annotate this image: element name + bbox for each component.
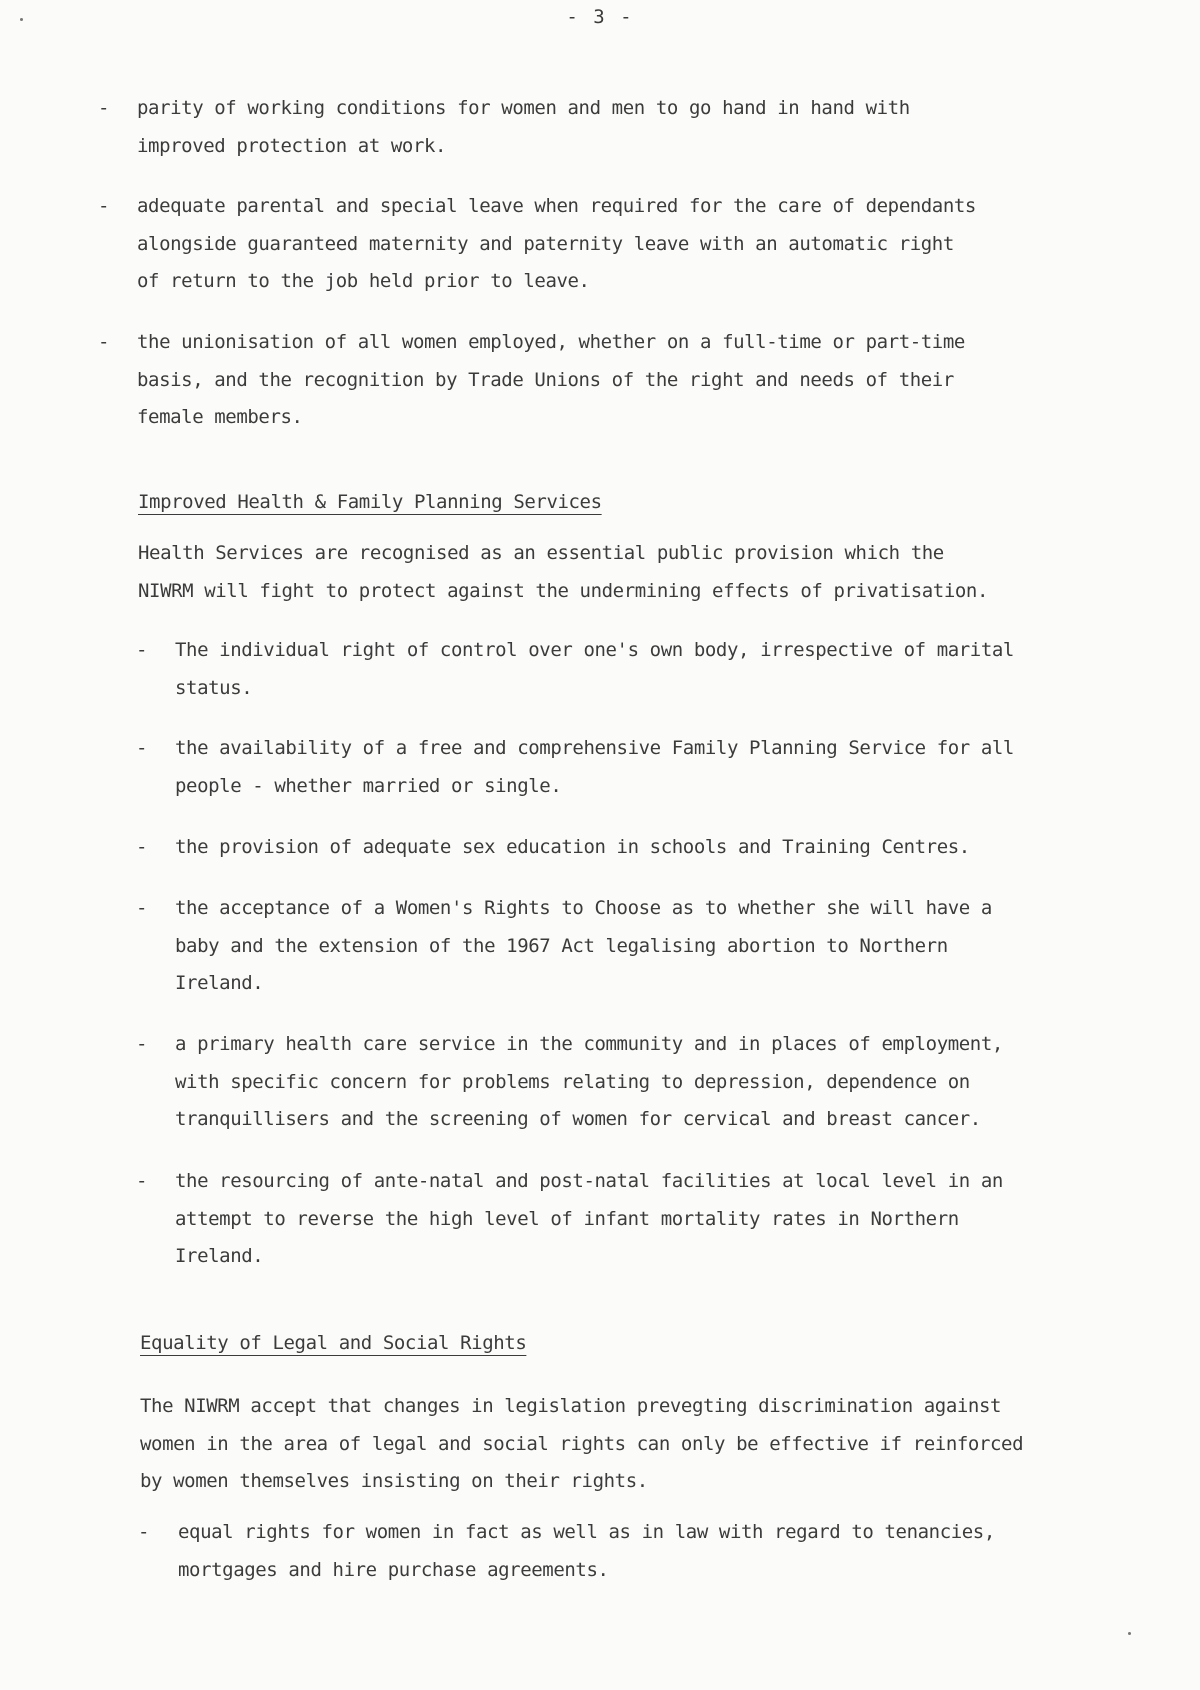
text-line: with specific concern for problems relating to depression, dependence on (175, 1070, 970, 1093)
text-line: status. (175, 676, 253, 699)
text-line: Ireland. (175, 1245, 264, 1267)
text-line: adequate parental and special leave when required for the care of dependants (137, 195, 976, 217)
bullet-dash: - (136, 897, 148, 919)
bullet-sex-education (175, 829, 970, 867)
legal-intro (140, 1388, 1023, 1501)
text-line: Health Services are recognised as an essential public provision which the (138, 542, 944, 564)
page-number: - 3 - (566, 6, 634, 28)
scan-speck (1128, 1632, 1131, 1635)
health-intro (138, 535, 988, 610)
text-line: alongside guaranteed maternity and paternity leave with an automatic right (137, 232, 954, 255)
text-line: tranquillisers and the screening of women for cervical and breast cancer. (175, 1108, 981, 1130)
text-line: equal rights for women in fact as well as in law with regard to tenancies, (178, 1521, 995, 1543)
text-line: improved protection at work. (137, 134, 447, 157)
text-line: The individual right of control over one's own body, irrespective of marital (175, 639, 1014, 661)
bullet-dash: - (98, 331, 110, 353)
bullet-natal-facilities (175, 1163, 1003, 1276)
bullet-bodily-control (175, 632, 1014, 707)
text-line: the availability of a free and comprehensive Family Planning Service for all (175, 737, 1014, 759)
section-heading-legal: Equality of Legal and Social Rights (140, 1332, 527, 1354)
bullet-dash: - (138, 1521, 150, 1543)
bullet-unionisation (137, 324, 965, 437)
bullet-parental-leave (137, 188, 976, 301)
text-line: Ireland. (175, 972, 264, 994)
text-line: female members. (137, 406, 303, 428)
text-line: NIWRM will fight to protect against the undermining effects of privatisation. (138, 579, 989, 602)
bullet-working-conditions (137, 90, 910, 165)
text-line: people - whether married or single. (175, 774, 562, 797)
text-line: basis, and the recognition by Trade Unions of the right and needs of their (137, 368, 954, 391)
text-line: by women themselves insisting on their rights. (140, 1470, 648, 1492)
text-line: attempt to reverse the high level of infant mortality rates in Northern (175, 1207, 959, 1230)
bullet-dash: - (136, 1170, 148, 1192)
text-line: parity of working conditions for women and men to go hand in hand with (137, 97, 910, 119)
bullet-equal-rights (178, 1514, 995, 1589)
text-line: women in the area of legal and social rights can only be effective if reinforced (140, 1432, 1024, 1455)
bullet-family-planning (175, 730, 1014, 805)
bullet-dash: - (136, 639, 148, 661)
bullet-dash: - (136, 1033, 148, 1055)
text-line: of return to the job held prior to leave. (137, 270, 590, 292)
text-line: baby and the extension of the 1967 Act legalising abortion to Northern (175, 934, 948, 957)
bullet-primary-health-care (175, 1026, 1003, 1139)
bullet-dash: - (136, 737, 148, 759)
section-heading-health: Improved Health & Family Planning Services (138, 491, 602, 513)
text-line: the acceptance of a Women's Rights to Choose as to whether she will have a (175, 897, 992, 919)
text-line: the unionisation of all women employed, whether on a full-time or part-time (137, 331, 965, 353)
text-line: mortgages and hire purchase agreements. (178, 1558, 609, 1581)
bullet-right-to-choose (175, 890, 992, 1003)
text-line: a primary health care service in the community and in places of employment, (175, 1033, 1003, 1055)
text-line: The NIWRM accept that changes in legislation prevegting discrimination against (140, 1395, 1002, 1417)
bullet-dash: - (136, 836, 148, 858)
bullet-dash: - (98, 195, 110, 217)
text-line: the resourcing of ante-natal and post-natal facilities at local level in an (175, 1170, 1003, 1192)
bullet-dash: - (98, 97, 110, 119)
text-line: the provision of adequate sex education in schools and Training Centres. (175, 836, 970, 858)
